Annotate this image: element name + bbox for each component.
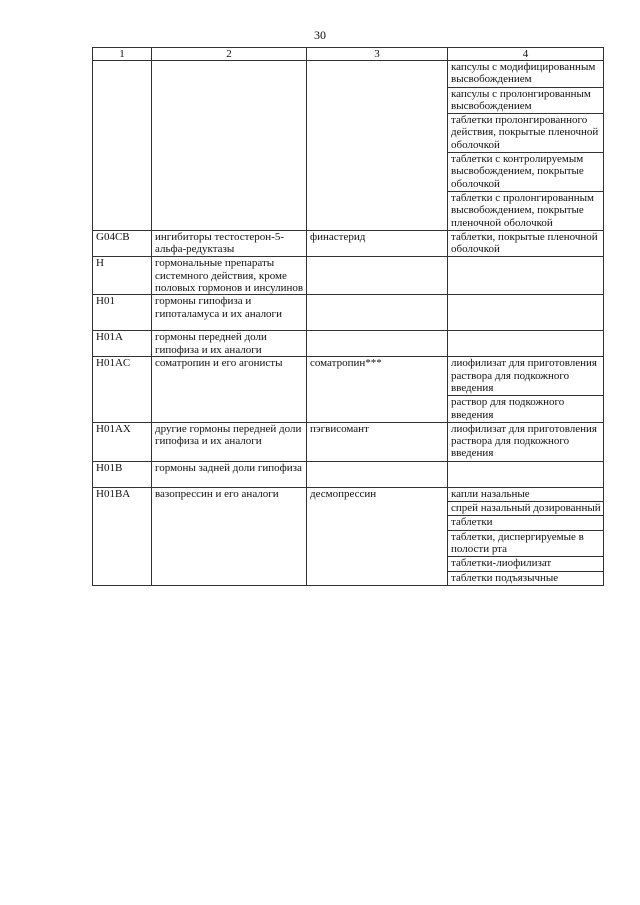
table-row xyxy=(93,331,604,357)
drug-name-cell: соматропин*** xyxy=(307,357,448,422)
dosage-forms-cell xyxy=(448,230,604,257)
atc-code-cell xyxy=(93,61,152,231)
table-row xyxy=(93,61,604,231)
group-name-cell: другие гормоны передней доли гипофиза и их аналоги xyxy=(152,422,307,461)
column-header: 3 xyxy=(307,48,448,61)
table-row xyxy=(93,357,604,422)
drug-name-cell: десмопрессин xyxy=(307,487,448,585)
dosage-form: спрей назальный дозированный xyxy=(448,502,603,516)
dosage-form: таблетки, диспергируемые в полости рта xyxy=(448,531,603,558)
dosage-forms-cell xyxy=(448,331,604,357)
dosage-form: таблетки с пролонгированным высвобождением, покрытые пленочной оболочкой xyxy=(451,191,595,229)
group-name-cell: гормональные препараты системного действия, кроме половых гормонов и инсулинов xyxy=(152,257,307,295)
dosage-form: таблетки с контролируемым высвобождением, покрытые оболочкой xyxy=(448,153,603,192)
dosage-forms-cell xyxy=(448,487,604,585)
drug-name-cell xyxy=(307,257,448,295)
atc-code-cell: H01BA xyxy=(93,487,152,585)
table-row xyxy=(93,295,604,331)
drug-name-cell: финастерид xyxy=(307,230,448,257)
table-header-row xyxy=(93,48,604,61)
drug-name-cell xyxy=(307,461,448,487)
dosage-form: капсулы с модифицированным высвобождением xyxy=(448,61,603,88)
group-name-cell: гормоны задней доли гипофиза xyxy=(152,461,307,487)
dosage-forms-cell xyxy=(448,295,604,331)
table-row xyxy=(93,461,604,487)
table-row xyxy=(93,257,604,295)
dosage-form: таблетки-лиофилизат xyxy=(448,557,603,571)
drug-table xyxy=(92,47,604,586)
atc-code-cell: H01AC xyxy=(93,357,152,422)
dosage-form: лиофилизат для приготовления раствора для подкожного введения xyxy=(448,357,603,396)
dosage-form: раствор для подкожного введения xyxy=(451,396,565,421)
group-name-cell: вазопрессин и его аналоги xyxy=(152,487,307,585)
dosage-form: лиофилизат для приготовления раствора для подкожного введения xyxy=(451,422,597,460)
dosage-form: таблетки пролонгированного действия, покрытые пленочной оболочкой xyxy=(448,114,603,153)
drug-name-cell: пэгвисомант xyxy=(307,422,448,461)
table-row xyxy=(93,487,604,585)
dosage-form: капли назальные xyxy=(448,488,603,502)
dosage-form: таблетки подъязычные xyxy=(451,571,559,584)
table-row xyxy=(93,230,604,257)
dosage-form: таблетки, покрытые пленочной оболочкой xyxy=(451,230,598,256)
table-row xyxy=(93,422,604,461)
dosage-forms-cell xyxy=(448,422,604,461)
column-header: 4 xyxy=(448,48,604,61)
atc-code-cell: H xyxy=(93,257,152,295)
column-header: 1 xyxy=(93,48,152,61)
page-number: 30 xyxy=(314,28,326,42)
atc-code-cell: H01A xyxy=(93,331,152,357)
atc-code-cell: H01AX xyxy=(93,422,152,461)
dosage-form: таблетки xyxy=(448,516,603,530)
drug-name-cell xyxy=(307,295,448,331)
drug-name-cell xyxy=(307,61,448,231)
atc-code-cell: H01B xyxy=(93,461,152,487)
group-name-cell: гормоны передней доли гипофиза и их аналоги xyxy=(152,331,307,357)
drug-name-cell xyxy=(307,331,448,357)
group-name-cell: гормоны гипофиза и гипоталамуса и их аналоги xyxy=(152,295,307,331)
dosage-form: капсулы с пролонгированным высвобождением xyxy=(448,88,603,115)
column-header: 2 xyxy=(152,48,307,61)
atc-code-cell: G04CB xyxy=(93,230,152,257)
group-name-cell: соматропин и его агонисты xyxy=(152,357,307,422)
group-name-cell xyxy=(152,61,307,231)
dosage-forms-cell xyxy=(448,61,604,231)
atc-code-cell: H01 xyxy=(93,295,152,331)
dosage-forms-cell xyxy=(448,461,604,487)
group-name-cell: ингибиторы тестостерон-5-альфа-редуктазы xyxy=(152,230,307,257)
dosage-forms-cell xyxy=(448,257,604,295)
dosage-forms-cell xyxy=(448,357,604,422)
